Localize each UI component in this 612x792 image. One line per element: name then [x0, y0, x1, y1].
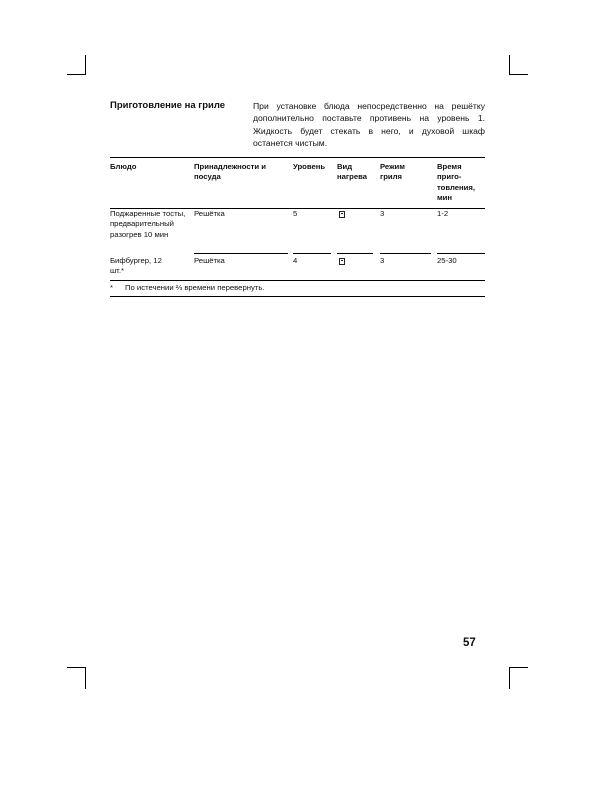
section-intro: При установке блюда непосредственно на решётку дополнительно поставьте противень на уровень 1. Жидкость будет стекать в него, и духовой шкаф останется чистым. — [253, 101, 485, 148]
row1-level: 5 — [293, 209, 298, 218]
crop-mark-top-left-h — [67, 74, 86, 75]
row2-dish: Бифбургер, 12 шт.* — [110, 256, 162, 276]
header-heating: Вид нагрева — [337, 162, 367, 182]
row2-time: 25-30 — [437, 256, 457, 265]
crop-mark-bottom-right-v — [509, 667, 510, 689]
grill-icon — [339, 258, 345, 265]
header-accessories: Принадлежности и посуда — [194, 162, 267, 182]
crop-mark-top-left-v — [85, 55, 86, 75]
row1-grill-mode: 3 — [380, 209, 385, 218]
row-separator — [380, 253, 431, 254]
row2-level: 4 — [293, 256, 298, 265]
table-bottom-rule — [110, 296, 485, 297]
table-top-rule — [110, 157, 485, 158]
row-separator — [337, 253, 373, 254]
footnote-text: По истечении ⅔ времени перевернуть. — [125, 283, 265, 292]
header-grill-mode: Режим гриля — [380, 162, 405, 182]
footnote-mark: * — [110, 283, 113, 292]
crop-mark-top-right-h — [509, 74, 528, 75]
row2-accessories: Решётка — [194, 256, 225, 265]
crop-mark-bottom-right-h — [509, 667, 528, 668]
page-number: 57 — [463, 637, 476, 649]
header-level: Уровень — [293, 162, 326, 171]
header-time: Время приго- товления, мин — [437, 162, 476, 203]
row-separator — [194, 253, 288, 254]
row-separator — [437, 253, 485, 254]
crop-mark-bottom-left-h — [67, 667, 86, 668]
grill-icon — [339, 211, 345, 218]
row2-grill-mode: 3 — [380, 256, 385, 265]
header-dish: Блюдо — [110, 162, 137, 171]
row1-time: 1-2 — [437, 209, 449, 218]
row-separator — [293, 253, 331, 254]
footnote-top-rule — [110, 280, 485, 281]
section-title: Приготовление на гриле — [110, 100, 226, 111]
crop-mark-bottom-left-v — [85, 667, 86, 689]
crop-mark-top-right-v — [509, 55, 510, 75]
row1-dish: Поджаренные тосты, предварительный разогрев 10 мин — [110, 209, 186, 239]
row1-accessories: Решётка — [194, 209, 225, 218]
